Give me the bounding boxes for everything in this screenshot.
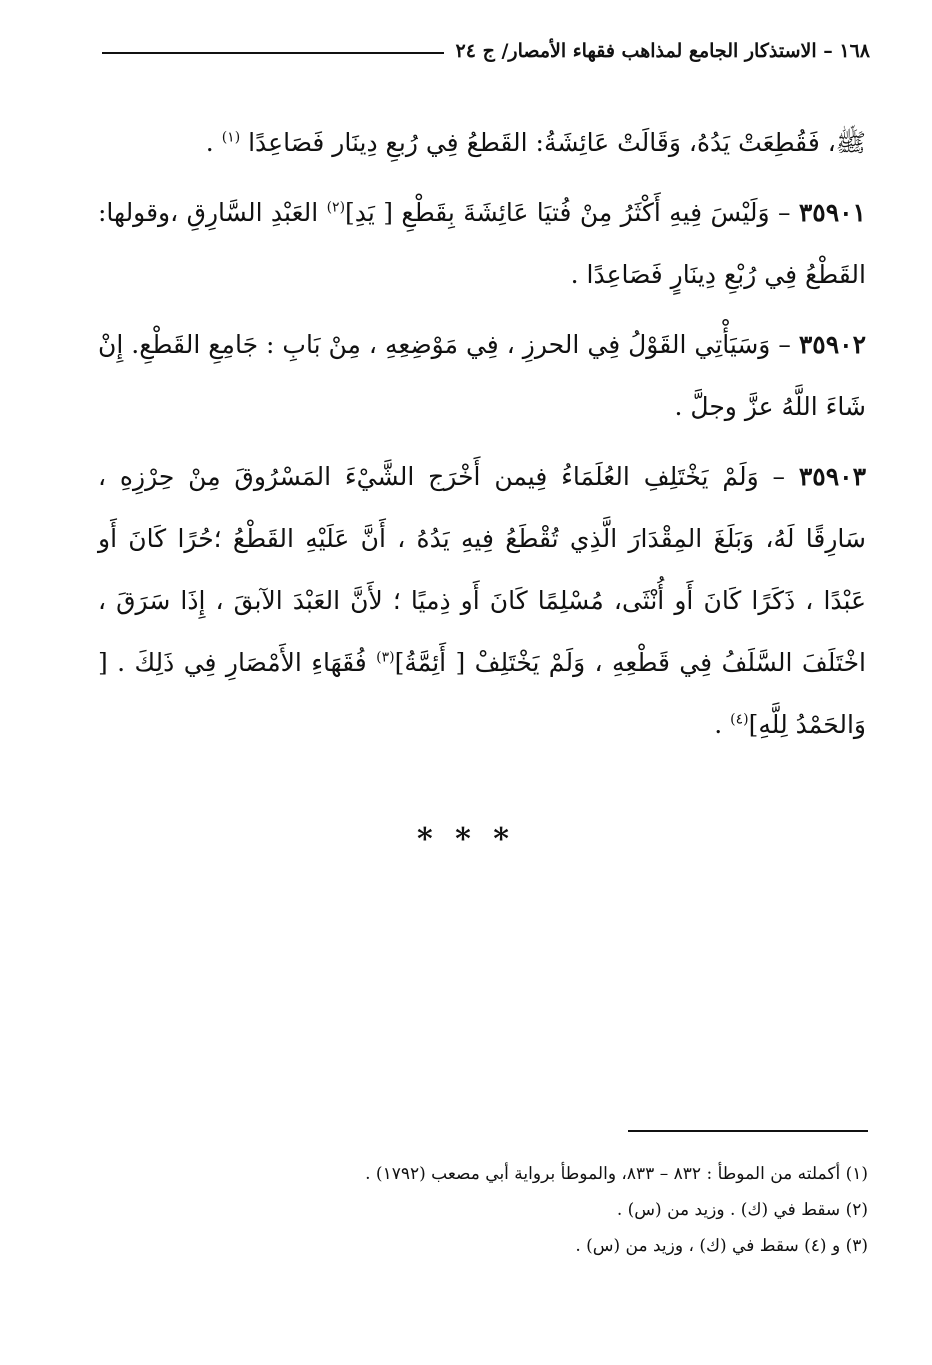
footnote-1: (١) أكملته من الموطأ : ٨٣٢ – ٨٣٣، والموطأ برواية أبي مصعب (١٧٩٢) . bbox=[365, 1164, 868, 1184]
paragraph-35902 bbox=[98, 314, 866, 438]
paragraph-end: . bbox=[714, 710, 731, 739]
paragraph-number: ٣٥٩٠٣ bbox=[798, 462, 866, 491]
paragraph-35901 bbox=[98, 182, 866, 306]
footnote-marker: (٢) bbox=[326, 199, 346, 216]
paragraph-text: فُقَهَاءِ الأَمْصَارِ فِي ذَلِكَ . [ وَالحَمْدُ لِلَّهِ] bbox=[98, 648, 866, 739]
section-separator: * * * bbox=[417, 822, 515, 857]
paragraph-text: – وَلَمْ يَخْتَلِفِ العُلَمَاءُ فِيمن أَخْرَج الشَّيْءَ المَسْرُوقَ مِنْ حِرْزِهِ ، سَارِقًا لَهُ، وَبَلَغَ المِقْدَارَ الَّذِي تُقْطَعُ فِيهِ يَدُهُ ، أَنَّ عَلَيْهِ القَطْعُ ؛حُرًا كَانَ أَو عَبْدًا ، ذَكَرًا كَانَ أَو أُنْثَى، مُسْلِمًا كَانَ أَو ذِميًا ؛ لأَنَّ العَبْدَ الآبقَ ، إِذَا سَرَقَ ، اخْتَلَفَ السَّلَفُ فِي قَطْعِهِ ، وَلَمْ يَخْتَلِفْ [ أَئِمَّةُ] bbox=[98, 462, 866, 677]
main-text bbox=[98, 112, 866, 764]
paragraph-35903 bbox=[98, 446, 866, 756]
running-title: ١٦٨ – الاستذكار الجامع لمذاهب فقهاء الأمصار/ ج ٢٤ bbox=[455, 40, 870, 62]
paragraph-text: ﷺ، فَقُطِعَتْ يَدُهُ، وَقَالَتْ عَائِشَةُ: القَطعُ فِي رُبعِ دِينَار فَصَاعِدًا bbox=[248, 128, 866, 157]
paragraph-end: . bbox=[205, 128, 222, 157]
running-header bbox=[102, 36, 870, 66]
paragraph-text: – وَلَيْسَ فِيهِ أَكْثَرُ مِنْ فُتيَا عَائِشَةَ بِقَطْعِ [ يَدِ] bbox=[345, 198, 799, 227]
footnote-2: (٢) سقط في (ك) . وزيد من (س) . bbox=[616, 1200, 868, 1220]
header-rule bbox=[102, 52, 444, 54]
paragraph-number: ٣٥٩٠٢ bbox=[798, 330, 866, 359]
paragraph-text: العَبْدِ السَّارِقِ ،وقولها: القَطْعُ فِي رُبْعِ دِينَارٍ فَصَاعِدًا . bbox=[98, 198, 866, 289]
footnotes bbox=[100, 1156, 868, 1264]
footnote-rule bbox=[628, 1130, 868, 1132]
footnote-marker: (١) bbox=[221, 129, 241, 146]
paragraph-number: ٣٥٩٠١ bbox=[798, 198, 866, 227]
footnote-3-4: (٣) و (٤) سقط في (ك) ، وزيد من (س) . bbox=[575, 1236, 868, 1256]
footnote-marker: (٣) bbox=[376, 649, 395, 666]
paragraph-continuation bbox=[98, 112, 866, 174]
paragraph-text: – وَسَيَأْتِي القَوْلُ فِي الحرزِ ، فِي مَوْضِعِهِ ، مِنْ بَابِ : جَامِعِ القَطْعِ. إِنْ شَاءَ اللَّهُ عزَّ وجلَّ . bbox=[98, 330, 866, 421]
footnote-marker: (٤) bbox=[730, 711, 749, 728]
